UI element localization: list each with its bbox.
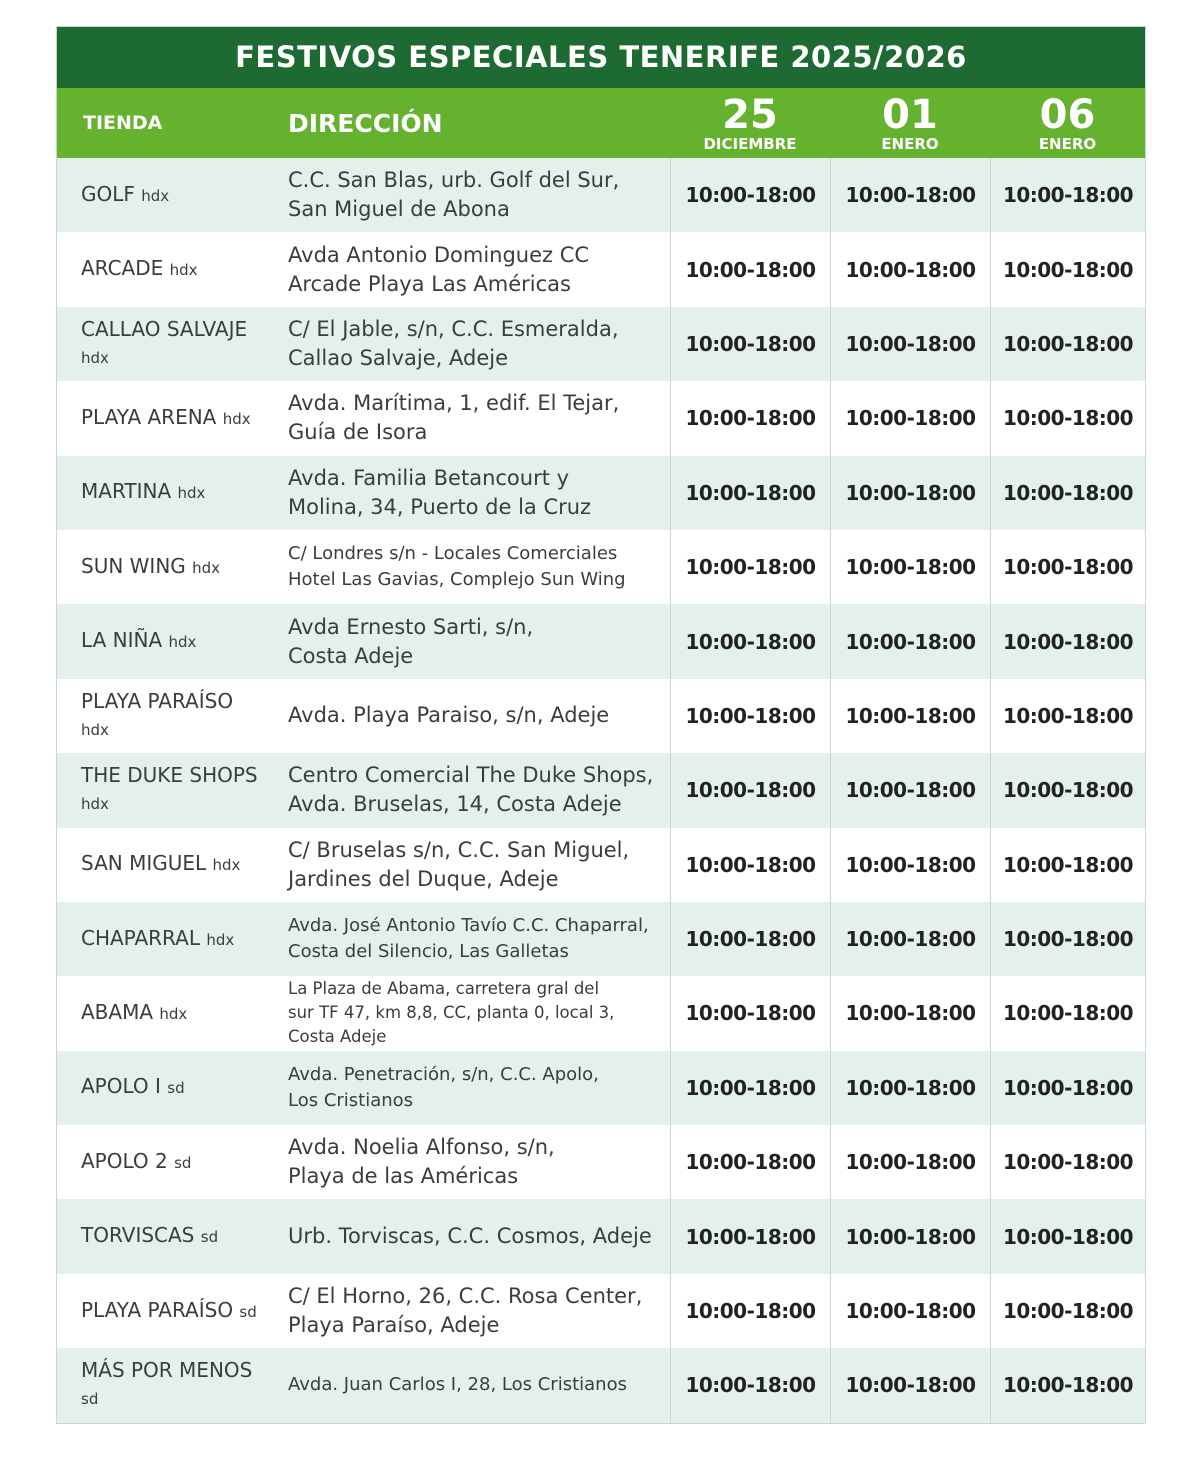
date-month: ENERO — [881, 134, 939, 153]
header-direccion: DIRECCIÓN — [288, 108, 443, 138]
table-header — [57, 88, 1145, 158]
address-line: San Miguel de Abona — [288, 197, 510, 222]
store-name: APOLO I — [81, 1074, 161, 1099]
table-row — [57, 381, 1145, 455]
hours-cell: 10:00-18:00 — [990, 1348, 1145, 1422]
date-day: 01 — [882, 91, 938, 138]
store-name: LA NIÑA — [81, 628, 163, 653]
store-name: MÁS POR MENOS — [81, 1358, 253, 1383]
table-row — [57, 307, 1145, 381]
address-line: Jardines del Duque, Adeje — [288, 866, 559, 891]
store-tag: hdx — [192, 558, 221, 577]
address-line: C.C. San Blas, urb. Golf del Sur, — [288, 168, 620, 193]
table-row — [57, 530, 1145, 604]
address-cell — [280, 1274, 670, 1348]
table-row — [57, 753, 1145, 827]
address-line: Guía de Isora — [288, 420, 428, 445]
address-line: sur TF 47, km 8,8, CC, planta 0, local 3, — [288, 1003, 615, 1023]
header-date-2 — [830, 88, 990, 158]
address-line: Avda. Juan Carlos I, 28, Los Cristianos — [288, 1374, 627, 1396]
store-tag: hdx — [159, 1004, 188, 1023]
store-name-cell — [57, 1348, 280, 1422]
store-name-cell — [57, 381, 280, 455]
address-cell — [280, 828, 670, 902]
table-row — [57, 1348, 1145, 1422]
hours-cell: 10:00-18:00 — [830, 604, 990, 678]
address-cell — [280, 158, 670, 232]
store-name: PLAYA PARAÍSO — [81, 688, 234, 713]
store-name-cell — [57, 976, 280, 1050]
table-row — [57, 158, 1145, 232]
address-cell — [280, 1125, 670, 1199]
date-day: 25 — [722, 91, 778, 138]
address-line: Avda. Playa Paraiso, s/n, Adeje — [288, 703, 610, 728]
hours-cell: 10:00-18:00 — [990, 828, 1145, 902]
hours-cell: 10:00-18:00 — [830, 456, 990, 530]
store-name-cell — [57, 604, 280, 678]
store-name: SUN WING — [81, 553, 186, 578]
address-cell — [280, 307, 670, 381]
address-line: Callao Salvaje, Adeje — [288, 345, 509, 370]
store-name-cell — [57, 753, 280, 827]
store-name-cell — [57, 679, 280, 753]
store-name: TORVISCAS — [81, 1223, 195, 1248]
store-tag: sd — [174, 1153, 192, 1172]
store-tag: hdx — [81, 720, 109, 739]
hours-cell: 10:00-18:00 — [990, 530, 1145, 604]
address-line: Playa de las Américas — [288, 1164, 519, 1189]
address-line: Avda. Penetración, s/n, C.C. Apolo, — [288, 1063, 599, 1085]
table-row — [57, 1199, 1145, 1273]
hours-cell: 10:00-18:00 — [990, 902, 1145, 976]
store-tag: hdx — [81, 795, 109, 814]
store-tag: sd — [239, 1302, 257, 1321]
hours-cell: 10:00-18:00 — [830, 1051, 990, 1125]
address-cell — [280, 456, 670, 530]
header-date-3 — [990, 88, 1145, 158]
hours-cell: 10:00-18:00 — [990, 1199, 1145, 1273]
table-row — [57, 456, 1145, 530]
store-name: CHAPARRAL — [81, 925, 200, 950]
store-name-cell — [57, 456, 280, 530]
address-line: Avda. José Antonio Tavío C.C. Chaparral, — [288, 915, 649, 937]
header-tienda: TIENDA — [83, 112, 163, 134]
hours-cell: 10:00-18:00 — [830, 753, 990, 827]
store-name-cell — [57, 828, 280, 902]
hours-cell: 10:00-18:00 — [990, 604, 1145, 678]
address-line: Arcade Playa Las Américas — [288, 271, 571, 296]
hours-cell: 10:00-18:00 — [830, 828, 990, 902]
store-name-cell — [57, 307, 280, 381]
address-cell — [280, 753, 670, 827]
hours-cell: 10:00-18:00 — [670, 456, 830, 530]
store-name: PLAYA PARAÍSO — [81, 1297, 234, 1322]
hours-cell: 10:00-18:00 — [670, 158, 830, 232]
hours-cell: 10:00-18:00 — [670, 232, 830, 306]
store-name-cell — [57, 1051, 280, 1125]
address-cell — [280, 1051, 670, 1125]
store-name-cell — [57, 158, 280, 232]
hours-cell: 10:00-18:00 — [670, 828, 830, 902]
hours-cell: 10:00-18:00 — [990, 381, 1145, 455]
table-row — [57, 902, 1145, 976]
header-date-1 — [670, 88, 830, 158]
address-line: Avda. Bruselas, 14, Costa Adeje — [288, 792, 622, 817]
hours-cell: 10:00-18:00 — [990, 1051, 1145, 1125]
table-row — [57, 976, 1145, 1050]
store-name: ARCADE — [81, 256, 164, 281]
address-line: Avda. Familia Betancourt y — [288, 465, 570, 490]
address-cell — [280, 232, 670, 306]
hours-cell: 10:00-18:00 — [670, 1051, 830, 1125]
address-line: Los Cristianos — [288, 1089, 414, 1111]
hours-cell: 10:00-18:00 — [670, 381, 830, 455]
store-name: CALLAO SALVAJE — [81, 316, 248, 341]
store-name: MARTINA — [81, 479, 172, 504]
store-tag: hdx — [168, 633, 197, 652]
address-cell — [280, 902, 670, 976]
address-line: C/ Londres s/n - Locales Comerciales — [288, 543, 618, 565]
address-line: Centro Comercial The Duke Shops, — [288, 763, 654, 788]
store-tag: sd — [81, 1390, 99, 1409]
table-row — [57, 232, 1145, 306]
table-row — [57, 604, 1145, 678]
address-line: Molina, 34, Puerto de la Cruz — [288, 494, 592, 519]
hours-cell: 10:00-18:00 — [990, 158, 1145, 232]
hours-cell: 10:00-18:00 — [830, 1125, 990, 1199]
address-line: Avda Antonio Dominguez CC — [288, 242, 590, 267]
table-row — [57, 1125, 1145, 1199]
table-row — [57, 1274, 1145, 1348]
hours-cell: 10:00-18:00 — [670, 753, 830, 827]
table-row — [57, 679, 1145, 753]
store-name: SAN MIGUEL — [81, 851, 207, 876]
address-cell — [280, 530, 670, 604]
hours-cell: 10:00-18:00 — [830, 902, 990, 976]
store-name: ABAMA — [81, 999, 154, 1024]
store-name: GOLF — [81, 181, 135, 206]
address-line: C/ Bruselas s/n, C.C. San Miguel, — [288, 837, 630, 862]
hours-cell: 10:00-18:00 — [670, 530, 830, 604]
table-row — [57, 1051, 1145, 1125]
hours-cell: 10:00-18:00 — [990, 456, 1145, 530]
address-line: Costa Adeje — [288, 643, 414, 668]
hours-cell: 10:00-18:00 — [830, 381, 990, 455]
address-cell — [280, 1348, 670, 1422]
table-row — [57, 828, 1145, 902]
store-name-cell — [57, 1274, 280, 1348]
store-name-cell — [57, 530, 280, 604]
address-line: Urb. Torviscas, C.C. Cosmos, Adeje — [288, 1224, 652, 1249]
store-name: APOLO 2 — [81, 1148, 168, 1173]
hours-cell: 10:00-18:00 — [670, 1274, 830, 1348]
hours-cell: 10:00-18:00 — [990, 976, 1145, 1050]
store-name-cell — [57, 1199, 280, 1273]
store-tag: hdx — [206, 930, 235, 949]
hours-cell: 10:00-18:00 — [670, 902, 830, 976]
hours-cell: 10:00-18:00 — [830, 158, 990, 232]
date-month: ENERO — [1038, 134, 1097, 153]
hours-cell: 10:00-18:00 — [990, 753, 1145, 827]
address-line: La Plaza de Abama, carretera gral del — [288, 979, 600, 999]
hours-cell: 10:00-18:00 — [670, 307, 830, 381]
store-tag: sd — [200, 1228, 219, 1247]
hours-cell: 10:00-18:00 — [990, 1274, 1145, 1348]
store-tag: hdx — [177, 484, 206, 503]
table-title: FESTIVOS ESPECIALES TENERIFE 2025/2026 — [57, 27, 1145, 88]
hours-cell: 10:00-18:00 — [670, 976, 830, 1050]
address-line: C/ El Jable, s/n, C.C. Esmeralda, — [288, 316, 619, 341]
address-line: Hotel Las Gavias, Complejo Sun Wing — [288, 569, 626, 591]
hours-cell: 10:00-18:00 — [830, 976, 990, 1050]
address-line: Costa Adeje — [288, 1027, 387, 1047]
address-cell — [280, 1199, 670, 1273]
store-tag: hdx — [169, 261, 198, 280]
hours-cell: 10:00-18:00 — [830, 1348, 990, 1422]
address-line: Avda Ernesto Sarti, s/n, — [288, 614, 534, 639]
address-cell — [280, 381, 670, 455]
address-cell — [280, 976, 670, 1050]
store-name-cell — [57, 902, 280, 976]
store-tag: hdx — [81, 348, 109, 367]
store-name-cell — [57, 232, 280, 306]
hours-cell: 10:00-18:00 — [990, 232, 1145, 306]
hours-cell: 10:00-18:00 — [830, 530, 990, 604]
hours-cell: 10:00-18:00 — [990, 679, 1145, 753]
store-name-cell — [57, 1125, 280, 1199]
address-cell — [280, 679, 670, 753]
hours-cell: 10:00-18:00 — [990, 307, 1145, 381]
store-name: PLAYA ARENA — [81, 404, 217, 429]
hours-cell: 10:00-18:00 — [830, 307, 990, 381]
store-tag: hdx — [222, 409, 251, 428]
hours-cell: 10:00-18:00 — [830, 679, 990, 753]
date-month: DICIEMBRE — [703, 134, 797, 153]
hours-cell: 10:00-18:00 — [830, 1274, 990, 1348]
hours-cell: 10:00-18:00 — [670, 679, 830, 753]
address-line: Avda. Noelia Alfonso, s/n, — [288, 1135, 555, 1160]
table-body — [57, 158, 1145, 1423]
holiday-hours-table — [56, 26, 1146, 1424]
address-line: C/ El Horno, 26, C.C. Rosa Center, — [288, 1284, 643, 1309]
date-day: 06 — [1039, 91, 1096, 138]
hours-cell: 10:00-18:00 — [990, 1125, 1145, 1199]
hours-cell: 10:00-18:00 — [830, 1199, 990, 1273]
store-tag: sd — [167, 1079, 185, 1098]
address-cell — [280, 604, 670, 678]
hours-cell: 10:00-18:00 — [670, 1348, 830, 1422]
address-line: Playa Paraíso, Adeje — [288, 1313, 500, 1338]
hours-cell: 10:00-18:00 — [670, 1199, 830, 1273]
address-line: Avda. Marítima, 1, edif. El Tejar, — [288, 391, 620, 416]
store-name: THE DUKE SHOPS — [81, 763, 258, 788]
hours-cell: 10:00-18:00 — [670, 604, 830, 678]
store-tag: hdx — [212, 856, 241, 875]
hours-cell: 10:00-18:00 — [830, 232, 990, 306]
hours-cell: 10:00-18:00 — [670, 1125, 830, 1199]
address-line: Costa del Silencio, Las Galletas — [288, 941, 569, 963]
store-tag: hdx — [141, 186, 170, 205]
